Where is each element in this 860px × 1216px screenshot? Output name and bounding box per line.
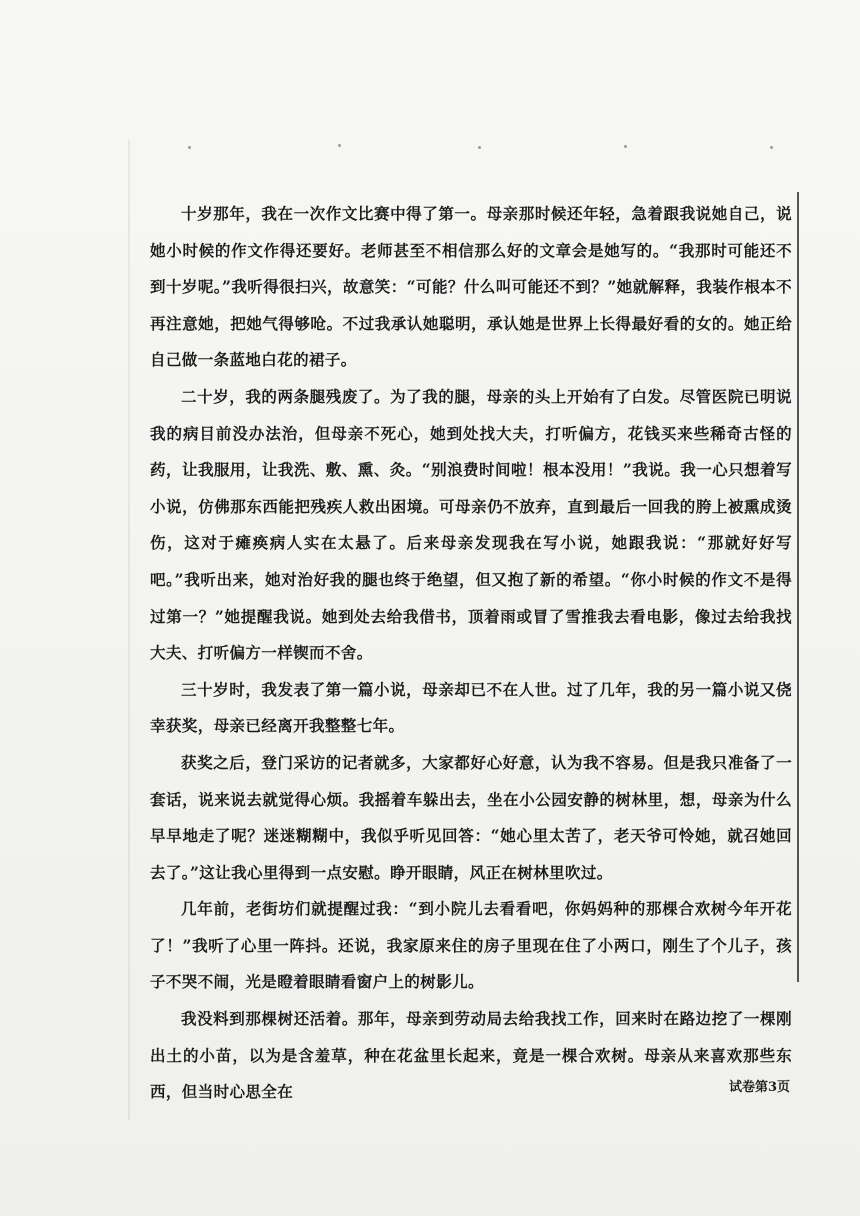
scan-speck xyxy=(624,145,627,148)
scan-speck xyxy=(188,146,191,149)
scan-specks xyxy=(180,140,780,160)
paragraph: 二十岁，我的两条腿残废了。为了我的腿，母亲的头上开始有了白发。尽管医院已明说我的病目前没办法治，但母亲不死心，她到处找大夫，打听偏方，花钱买来些稀奇古怪的药，让我服用，让我洗、敷、熏、灸。“别浪费时间啦！根本没用！”我说。我一心只想着写小说，仿佛那东西能把残疾人救出困境。可母亲仍不放弃，直到最后一回我的胯上被熏成烫伤，这对于瘫痪病人实在太悬了。后来母亲发现我在写小说，她跟我说：“那就好好写吧。”我听出来，她对治好我的腿也终于绝望，但又抱了新的希望。“你小时候的作文不是得过第一？”她提醒我说。她到处去给我借书，顶着雨或冒了雪推我去看电影，像过去给我找大夫、打听偏方一样锲而不舍。 xyxy=(150,386,792,663)
scan-speck xyxy=(770,146,773,149)
paragraph: 我没料到那棵树还活着。那年，母亲到劳动局去给我找工作，回来时在路边挖了一棵刚出土的小苗，以为是含羞草，种在花盆里长起来，竟是一棵合欢树。母亲从来喜欢那些东西，但当时心思全在 xyxy=(150,1009,792,1102)
scan-shadow xyxy=(128,140,130,1120)
page-number: 试卷第3页 xyxy=(728,1080,790,1095)
passage xyxy=(150,196,792,1111)
margin-rule xyxy=(797,192,799,982)
scan-speck xyxy=(338,144,341,147)
paragraph: 十岁那年，我在一次作文比赛中得了第一。母亲那时候还年轻，急着跟我说她自己，说她小时候的作文作得还要好。老师甚至不相信那么好的文章会是她写的。“我那时可能还不到十岁呢。”我听得很扫兴，故意笑：“可能？什么叫可能还不到？”她就解释，我装作根本不再注意她，把她气得够呛。不过我承认她聪明，承认她是世界上长得最好看的女的。她正给自己做一条蓝地白花的裙子。 xyxy=(150,204,792,370)
paragraph: 几年前，老街坊们就提醒过我：“到小院儿去看看吧，你妈妈种的那棵合欢树今年开花了！”我听了心里一阵抖。还说，我家原来住的房子里现在住了小两口，刚生了个儿子，孩子不哭不闹，光是瞪着眼睛看窗户上的树影儿。 xyxy=(150,899,792,992)
scan-speck xyxy=(478,146,481,149)
paragraph: 三十岁时，我发表了第一篇小说，母亲却已不在人世。过了几年，我的另一篇小说又侥幸获奖，母亲已经离开我整整七年。 xyxy=(150,679,792,736)
paragraph: 获奖之后，登门采访的记者就多，大家都好心好意，认为我不容易。但是我只准备了一套话，说来说去就觉得心烦。我摇着车躲出去，坐在小公园安静的树林里，想，母亲为什么早早地走了呢？迷迷糊糊中，我似乎听见回答：“她心里太苦了，老天爷可怜她，就召她回去了。”这让我心里得到一点安慰。睁开眼睛，风正在树林里吹过。 xyxy=(150,752,792,882)
